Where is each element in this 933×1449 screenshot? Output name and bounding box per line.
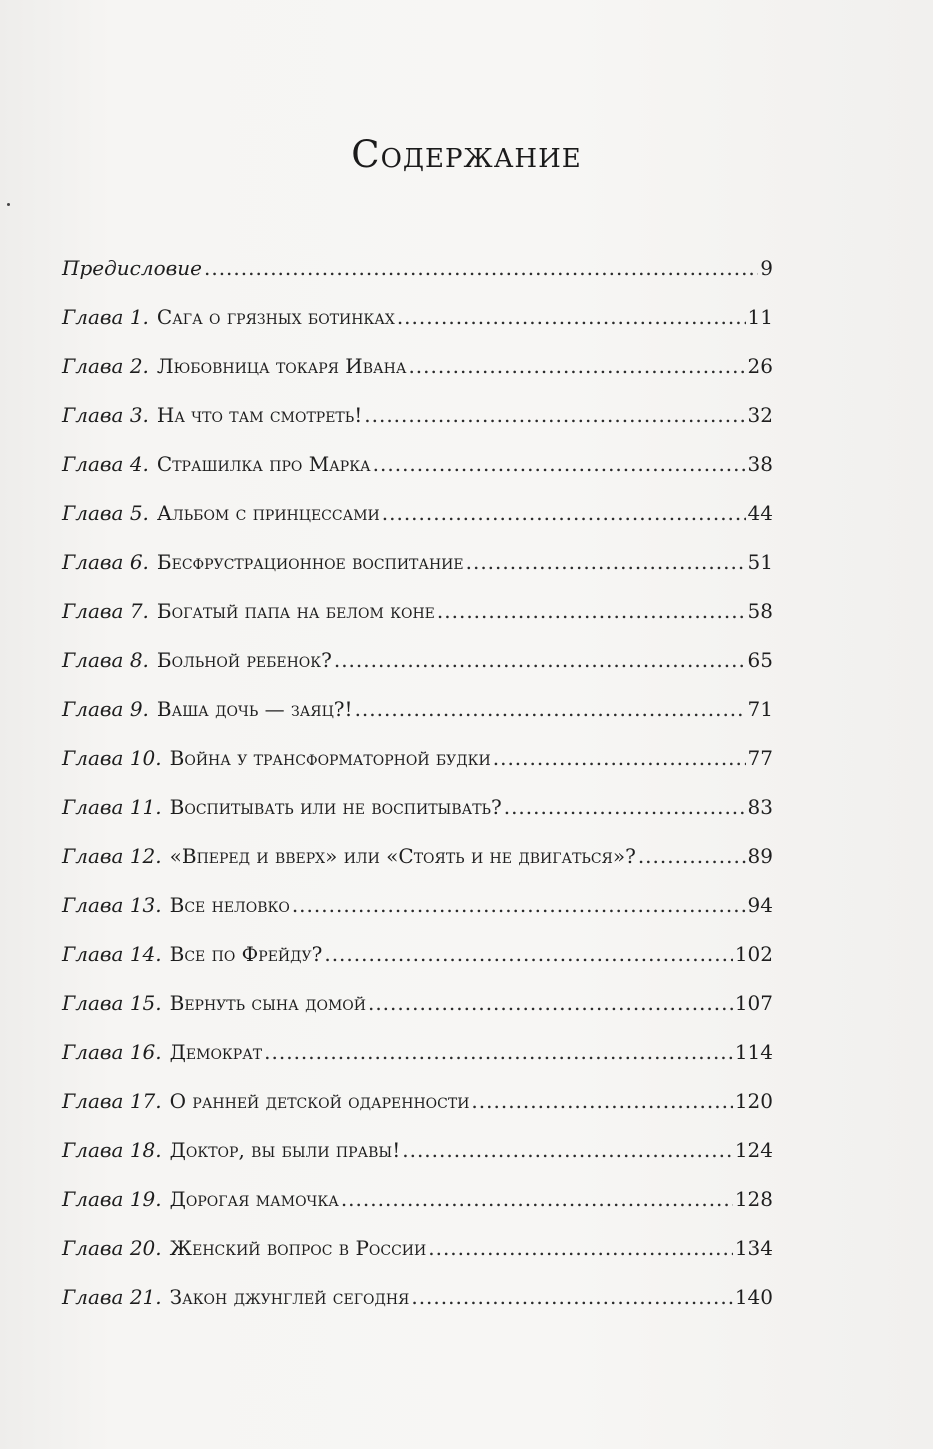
toc-entry-label: Глава 20. [62,1236,162,1260]
toc-entry-page-number: 11 [747,305,773,329]
toc-entry [62,391,773,440]
toc-entry [62,783,773,832]
dot-leader [355,685,746,734]
toc-entry-label: Глава 13. [62,893,162,917]
toc-entry [62,832,773,881]
toc-entry [62,293,773,342]
toc-entry-title: Больной ребенок? [156,648,332,672]
toc-entry-page-number: 124 [734,1138,773,1162]
dot-leader [471,1077,732,1126]
toc-entry-label: Глава 7. [62,599,149,623]
dot-leader [334,636,746,685]
dot-leader [364,391,745,440]
toc-entry-label: Глава 21. [62,1285,162,1309]
toc-entry-label: Глава 16. [62,1040,162,1064]
dot-leader [204,244,758,293]
toc-entry [62,685,773,734]
toc-entry [62,587,773,636]
dot-leader [292,881,746,930]
toc-entry-title: Воспитывать или не воспитывать? [169,795,502,819]
toc-entry-label: Глава 9. [62,697,149,721]
toc-entry-page-number: 38 [747,452,773,476]
toc-entry [62,636,773,685]
toc-entry [62,489,773,538]
toc-entry-title: Демократ [169,1040,263,1064]
toc-entry-page-number: 128 [734,1187,773,1211]
toc-entry-label: Глава 2. [62,354,149,378]
toc-entry-label: Глава 1. [62,305,149,329]
toc-entry-page-number: 94 [747,893,773,917]
dot-leader [341,1175,733,1224]
toc-entry [62,930,773,979]
toc-entry-page-number: 107 [734,991,773,1015]
toc-entry-title: «Вперед и вверх» или «Стоять и не двигаться»? [169,844,636,868]
toc-entry-page-number: 114 [734,1040,773,1064]
toc-entry-title: Доктор, вы были правы! [169,1138,401,1162]
toc-entry [62,538,773,587]
toc-entry-title: Война у трансформаторной будки [169,746,491,770]
dot-leader [373,440,746,489]
dot-leader [382,489,746,538]
toc-entry-title: Вернуть сына домой [169,991,366,1015]
toc-entry-page-number: 9 [760,256,773,280]
toc-entry [62,734,773,783]
toc-entry-label: Предисловие [62,256,202,280]
toc-entry-label: Глава 11. [62,795,162,819]
toc-entry-page-number: 32 [747,403,773,427]
dot-leader [324,930,732,979]
toc-entry-title: Бесфрустрационное воспитание [156,550,464,574]
dot-leader [402,1126,733,1175]
toc-entry-label: Глава 17. [62,1089,162,1113]
toc-entry-page-number: 77 [747,746,773,770]
toc-entry [62,1028,773,1077]
toc-entry-page-number: 51 [747,550,773,574]
table-of-contents [62,244,773,1322]
dot-leader [638,832,746,881]
toc-entry-title: На что там смотреть! [156,403,363,427]
toc-entry-label: Глава 12. [62,844,162,868]
toc-entry [62,440,773,489]
toc-entry-title: Богатый папа на белом коне [156,599,435,623]
toc-entry [62,1224,773,1273]
speck-mark [7,203,10,206]
toc-entry-page-number: 89 [747,844,773,868]
toc-entry-page-number: 140 [734,1285,773,1309]
toc-entry-title: О ранней детской одаренности [169,1089,470,1113]
toc-entry [62,244,773,293]
toc-entry-title: Женский вопрос в России [169,1236,427,1260]
dot-leader [264,1028,733,1077]
toc-entry [62,979,773,1028]
toc-entry-label: Глава 15. [62,991,162,1015]
toc-entry-label: Глава 5. [62,501,149,525]
toc-entry-page-number: 83 [747,795,773,819]
toc-entry-title: Дорогая мамочка [169,1187,339,1211]
toc-entry [62,1077,773,1126]
dot-leader [437,587,746,636]
toc-entry-title: Любовница токаря Ивана [156,354,407,378]
toc-entry [62,1273,773,1322]
dot-leader [397,293,746,342]
toc-entry-title: Страшилка про Марка [156,452,371,476]
dot-leader [411,1273,732,1322]
toc-entry-label: Глава 4. [62,452,149,476]
toc-entry [62,1175,773,1224]
page-title: Содержание [351,132,582,176]
dot-leader [368,979,733,1028]
toc-entry-page-number: 134 [734,1236,773,1260]
toc-entry [62,342,773,391]
dot-leader [493,734,746,783]
toc-entry-title: Сага о грязных ботинках [156,305,395,329]
toc-entry-label: Глава 14. [62,942,162,966]
dot-leader [428,1224,733,1273]
toc-entry-page-number: 71 [747,697,773,721]
dot-leader [504,783,746,832]
toc-entry-title: Альбом с принцессами [156,501,380,525]
dot-leader [408,342,745,391]
toc-entry-label: Глава 8. [62,648,149,672]
toc-entry-title: Все неловко [169,893,290,917]
toc-entry-page-number: 65 [747,648,773,672]
toc-entry-title: Закон джунглей сегодня [169,1285,410,1309]
toc-entry [62,1126,773,1175]
toc-entry-page-number: 44 [747,501,773,525]
toc-entry-label: Глава 18. [62,1138,162,1162]
toc-entry-label: Глава 19. [62,1187,162,1211]
toc-entry [62,881,773,930]
toc-entry-title: Все по Фрейду? [169,942,323,966]
toc-entry-title: Ваша дочь — заяц?! [156,697,353,721]
toc-entry-page-number: 58 [747,599,773,623]
toc-entry-label: Глава 10. [62,746,162,770]
dot-leader [466,538,746,587]
toc-entry-label: Глава 6. [62,550,149,574]
toc-entry-page-number: 26 [747,354,773,378]
toc-entry-page-number: 102 [734,942,773,966]
toc-entry-page-number: 120 [734,1089,773,1113]
toc-entry-label: Глава 3. [62,403,149,427]
